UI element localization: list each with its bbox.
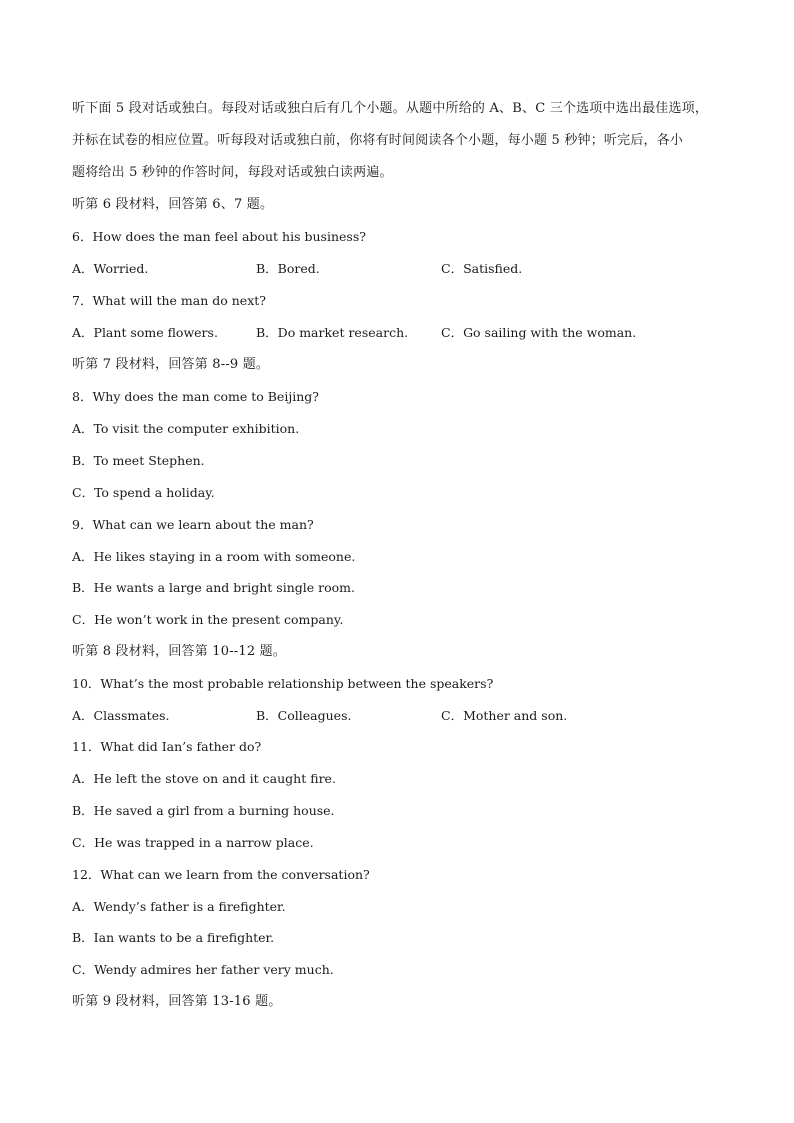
question-6-stem: 6．How does the man feel about his business? (72, 229, 366, 244)
question-11-option-a: A．He left the stove on and it caught fire. (72, 771, 336, 786)
section-6-heading: 听第 6 段材料，回答第 6、7 题。 (72, 197, 274, 212)
option-b: B．Do market research. (256, 325, 409, 340)
question-12-stem: 12．What can we learn from the conversation? (72, 867, 370, 882)
question-8-stem: 8．Why does the man come to Beijing? (72, 389, 319, 404)
option-c: C．Go sailing with the woman. (441, 325, 637, 340)
question-10-stem: 10．What’s the most probable relationship between the speakers? (72, 676, 494, 691)
question-8-option-a: A．To visit the computer exhibition. (72, 421, 300, 436)
question-9-option-a: A．He likes staying in a room with someone. (72, 549, 356, 564)
question-12-option-b: B．Ian wants to be a firefighter. (72, 930, 275, 945)
intro-line-2: 并标在试卷的相应位置。听每段对话或独白前，你将有时间阅读各个小题，每小题 5 秒钟；听完后，各小 (72, 133, 684, 148)
option-a: A．Classmates. (72, 708, 170, 723)
question-8-option-c: C．To spend a holiday. (72, 485, 215, 500)
section-8-heading: 听第 8 段材料，回答第 10--12 题。 (72, 644, 287, 659)
option-a: A．Worried. (72, 261, 149, 276)
option-a: A．Plant some flowers. (72, 325, 218, 340)
option-c: C．Satisfied. (441, 261, 523, 276)
question-7-stem: 7．What will the man do next? (72, 293, 266, 308)
intro-line-3: 题将给出 5 秒钟的作答时间，每段对话或独白读两遍。 (72, 165, 393, 180)
question-6-options (72, 260, 726, 278)
intro-line-1: 听下面 5 段对话或独白。每段对话或独白后有几个小题。从题中所给的 A、B、C 三个选项中选出最佳选项， (72, 101, 709, 116)
section-9-heading: 听第 9 段材料，回答第 13-16 题。 (72, 994, 282, 1009)
question-9-stem: 9．What can we learn about the man? (72, 517, 314, 532)
question-12-option-c: C．Wendy admires her father very much. (72, 962, 334, 977)
question-8-option-b: B．To meet Stephen. (72, 453, 205, 468)
question-11-option-b: B．He saved a girl from a burning house. (72, 803, 335, 818)
question-11-stem: 11．What did Ian’s father do? (72, 739, 262, 754)
question-9-option-c: C．He won’t work in the present company. (72, 612, 344, 627)
section-7-heading: 听第 7 段材料，回答第 8--9 题。 (72, 357, 270, 372)
option-c: C．Mother and son. (441, 708, 568, 723)
option-b: B．Bored. (256, 261, 320, 276)
question-7-options (72, 324, 726, 342)
question-11-option-c: C．He was trapped in a narrow place. (72, 835, 314, 850)
question-12-option-a: A．Wendy’s father is a firefighter. (72, 899, 286, 914)
option-b: B．Colleagues. (256, 708, 352, 723)
question-10-options (72, 707, 726, 725)
question-9-option-b: B．He wants a large and bright single room. (72, 580, 355, 595)
